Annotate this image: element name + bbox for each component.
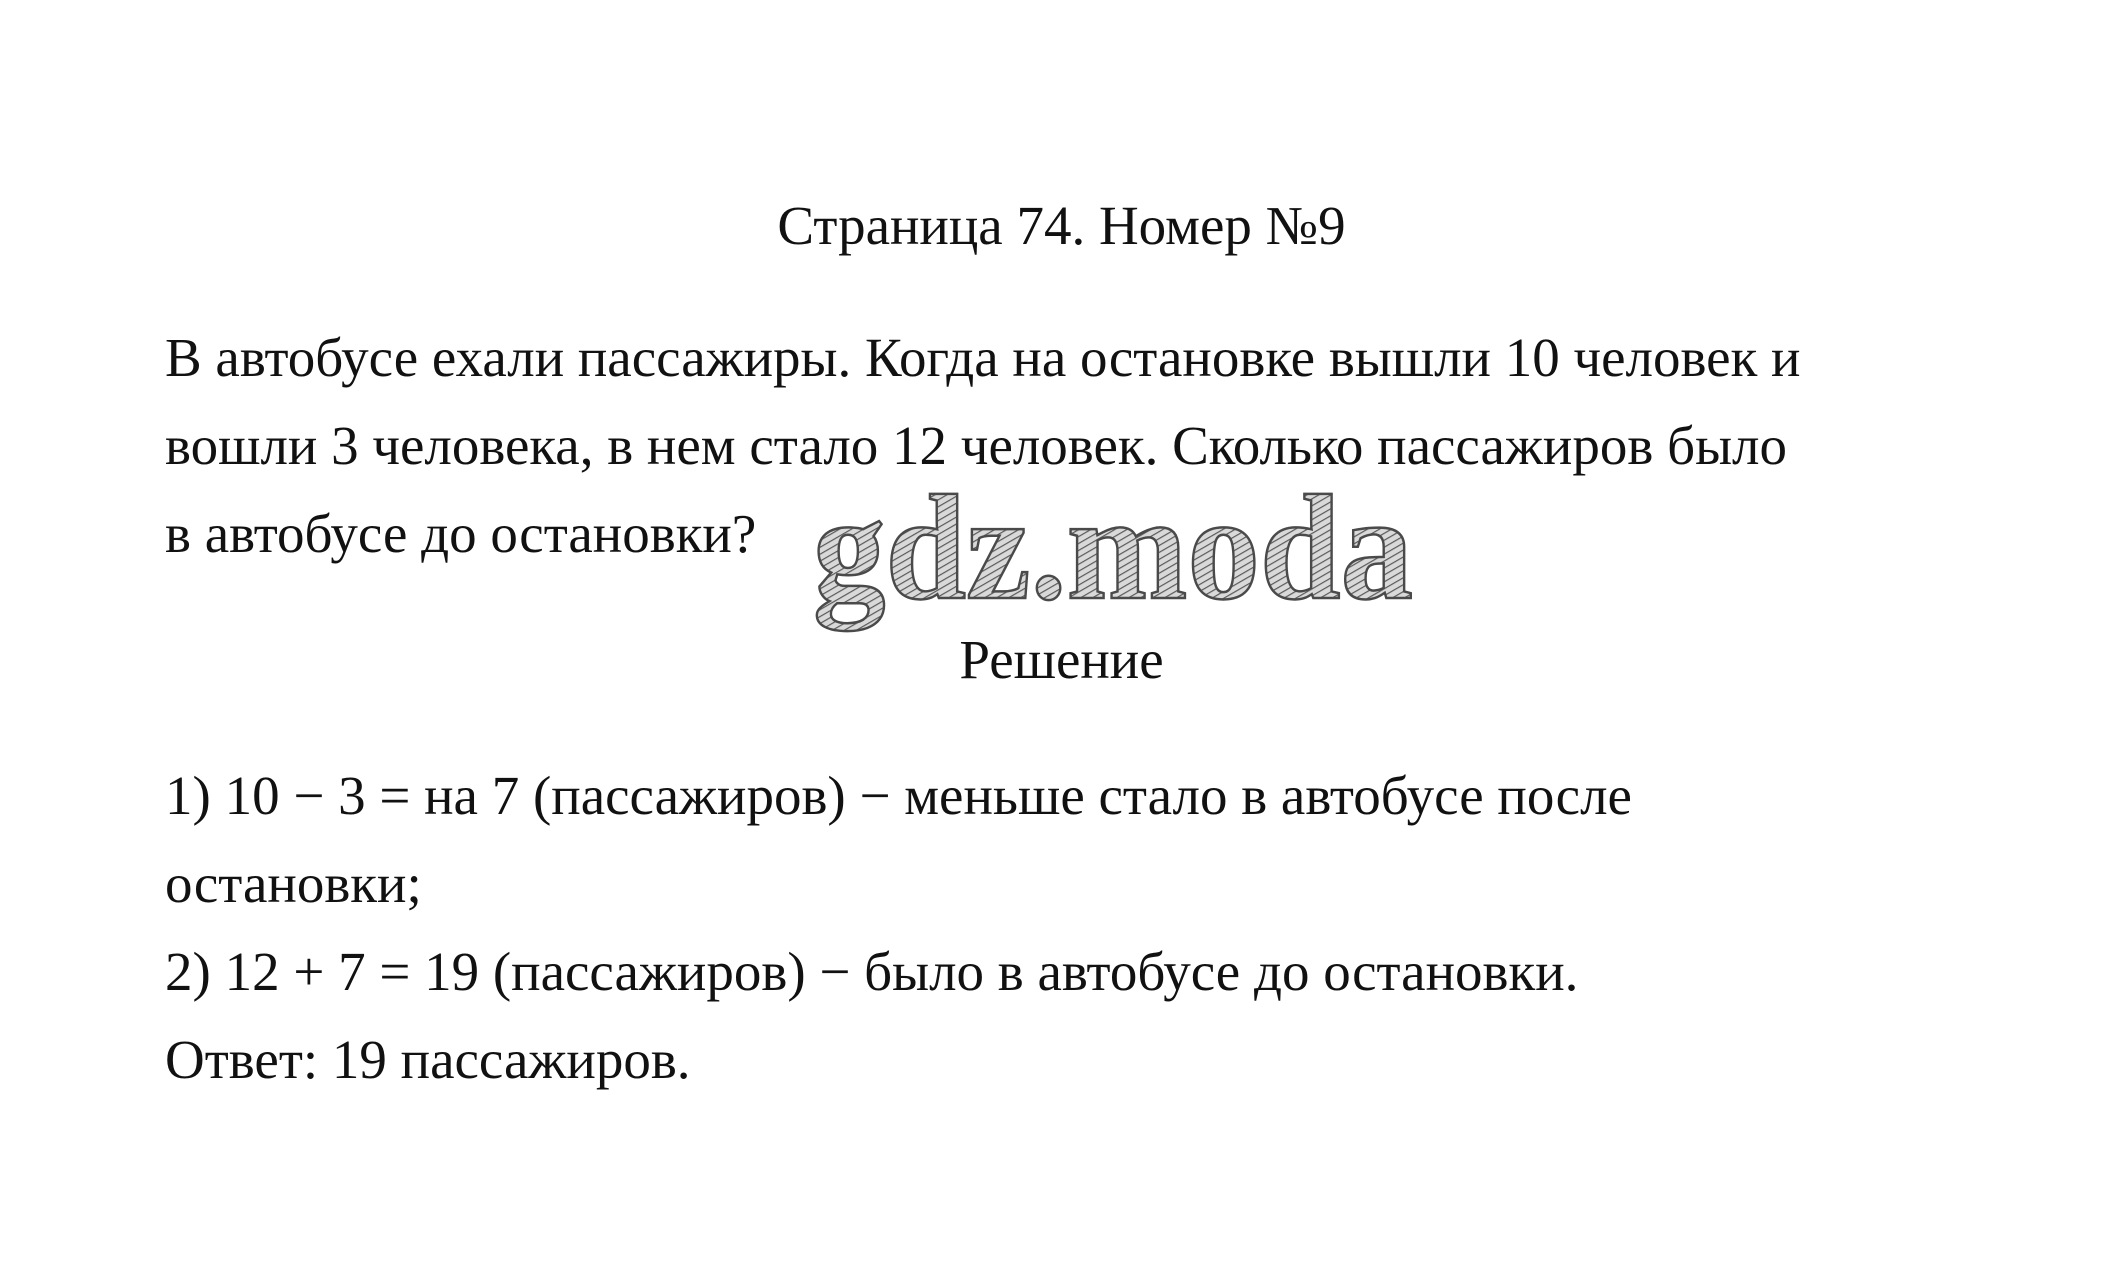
- problem-line: вошли 3 человека, в нем стало 12 человек. Сколько пассажиров было: [165, 415, 1787, 476]
- solution-body: [165, 752, 2005, 1104]
- problem-line: в автобусе до остановки?: [165, 503, 757, 564]
- page-heading: Страница 74. Номер №9: [777, 195, 1346, 256]
- solution-line: 2) 12 + 7 = 19 (пассажиров) − было в автобусе до остановки.: [165, 941, 1579, 1002]
- answer-line: Ответ: 19 пассажиров.: [165, 1029, 691, 1090]
- solution-line: остановки;: [165, 853, 422, 914]
- solution-line: 1) 10 − 3 = на 7 (пассажиров) − меньше стало в автобусе после: [165, 765, 1632, 826]
- problem-line: В автобусе ехали пассажиры. Когда на остановке вышли 10 человек и: [165, 327, 1801, 388]
- watermark-text: gdz.moda: [813, 486, 1413, 631]
- solution-title: Решение: [959, 629, 1164, 690]
